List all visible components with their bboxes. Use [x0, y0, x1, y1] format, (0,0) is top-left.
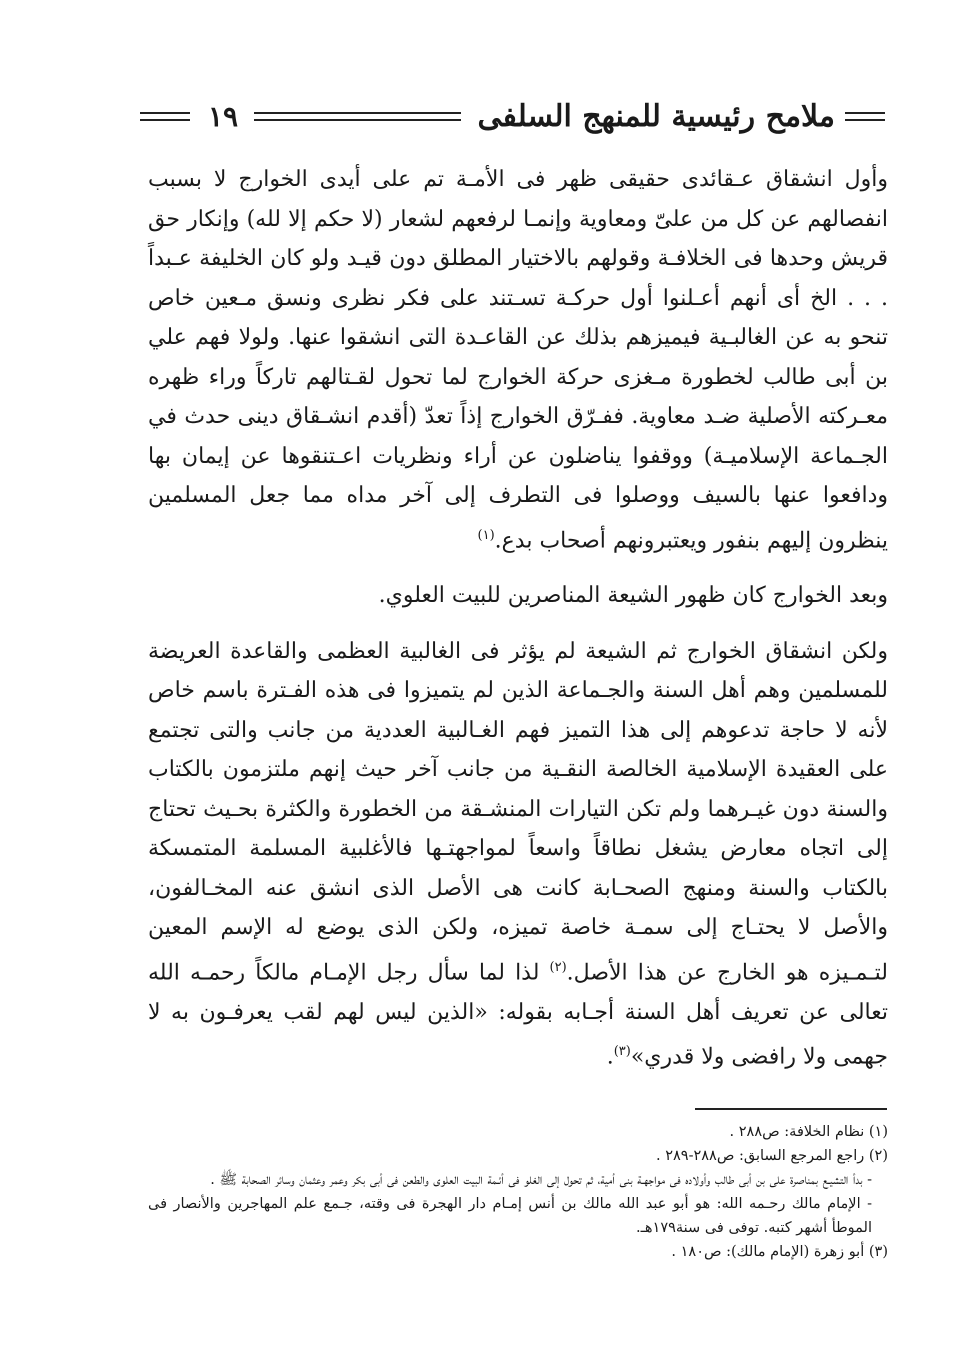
footnote-mark: (٣): [613, 1044, 631, 1060]
header-rule-middle: [254, 112, 461, 121]
footnote-note-malik: - الإمام مالك رحـمه الله: هو أبو عبد الله مالك بن أنس إمـام دار الهجرة فى وقته، جـمع علم المهاجرين والأنصار فى الموطأ أشهر كتبه. توفى فى سنة١٧٩هـ.: [148, 1196, 872, 1236]
footnote-mark: (١): [477, 527, 495, 543]
paragraph-sunnah: [148, 632, 888, 1077]
footnote-note-shia: - بدأ التشيـع بمناصرة على بن أبى طالب وأولاده فى مواجهـة بنى أمية، ثم تحول إلى الغلو فى أئـمة البيت العلوى والطعن فى أبى بكر وعمر وعثمان وسائر الصحابة ﷺ .: [210, 1172, 872, 1188]
main-text: [148, 160, 888, 1077]
footnotes: [148, 1120, 888, 1264]
footnote-2: (٢) راجع المرجع السابق: ص٢٨٨-٢٨٩ .: [655, 1148, 888, 1164]
footnote-separator: [695, 1108, 887, 1110]
page-number: ١٩: [208, 99, 239, 133]
header-rule-right: [845, 112, 885, 121]
footnote-mark: (٢): [549, 959, 567, 975]
paragraph-text: لذا لما سأل رجل الإمـام مالكاً رحمـه الله تعالى عن تعريف أهل السنة أجـابه بقوله: «الذين ليس لهم لقب يعرفـون به لا جهمى ولا رافضى ولا قدري»: [148, 960, 888, 1070]
period: .: [606, 1044, 614, 1070]
paragraph-text: وبعد الخوارج كان ظهور الشيعة المناصرين للبيت العلوي.: [378, 583, 888, 609]
paragraph-text: وأول انشقاق عـقائدى حقيقى ظهر فى الأمـة تم على أيدى الخوارج لا بسبب انفصالهم عن كل من علىّ ومعاوية وإنمـا لرفعهم لشعار (لا حكم إلا لله) وإنكار حق قريش وحدها فى الخلافـة وقولهم بالاختيار المطلق دون قيـد ولو كان الخليفة عـبداً . . . الخ أى أنهم أعـلنوا أول حركـة تسـتند على فكر نظرى ونسق مـعين خاص تنحو به عن الغالبـية فيميزهم بذلك عن القاعـدة التى انشقوا عنها. ولولا فهم علي بن أبى طالب لخطورة مـغزى حركة الخوارج لما تحول لقـتالهم تاركاً وراء ظهره معـركته الأصلية ضـد معاوية. ففـرّق الخوارج إذاً تعدّ (أقدم انشـقاق دينى حدث في الجـماعة الإسلاميـة) ووقفوا يناضلون عن أراء ونظريات اعـتنقوها عن إيمان بها ودافعوا عنها بالسيف ووصلوا فى التطرف إلى آخر مداه مما جعل المسلمين ينظرون إليهم بنفور ويعتبرونهم أصحاب بدع.: [148, 167, 888, 553]
footnote-1: (١) نظام الخلافة: ص٢٨٨ .: [729, 1124, 888, 1140]
paragraph-kharijites: [148, 160, 888, 560]
paragraph-text: ولكن انشقاق الخوارج ثم الشيعة لم يؤثر فى الغالبية العظمى والقاعدة العريضة للمسلمين وهم أهل السنة والجـماعة الذين لم يتميزوا فى هذه الفـترة باسم خاص لأنه لا حاجة تدعوهم إلى هذا التميز فهم الغـالبية العددية من جانب والتى تجتمع على العقيدة الإسلامية الخالصة النقـية من جانب آخر حيث إنهم ملتزمون بالكتاب والسنة دون غيـرهما ولم تكن التيارات المنشـقة من الخطورة والكثرة بحـيث تحتاج إلى اتجاه معارض يشغل نطاقاً واسعاً لمواجهتـها فالأغلبية المسلمة المتمسكة بالكتاب والسنة ومنهج الصحـابة كانت هى الأصل الذى انشق عنه المخـالفون، والأصل لا يحتـاج إلى سمـة خاصة تميزه، ولكن الذى يوضع له الإسم المعين لتـمـيزه هو الخارج عن هذا الأصل.: [148, 638, 888, 986]
header-title: ملامح رئيسية للمنهج السلفى: [477, 98, 835, 134]
running-header: [140, 96, 885, 136]
footnote-3: (٣) أبو زهرة (الإمام مالك): ص١٨٠ .: [671, 1244, 888, 1260]
paragraph-shia: [148, 576, 888, 616]
header-rule-left: [140, 112, 190, 121]
